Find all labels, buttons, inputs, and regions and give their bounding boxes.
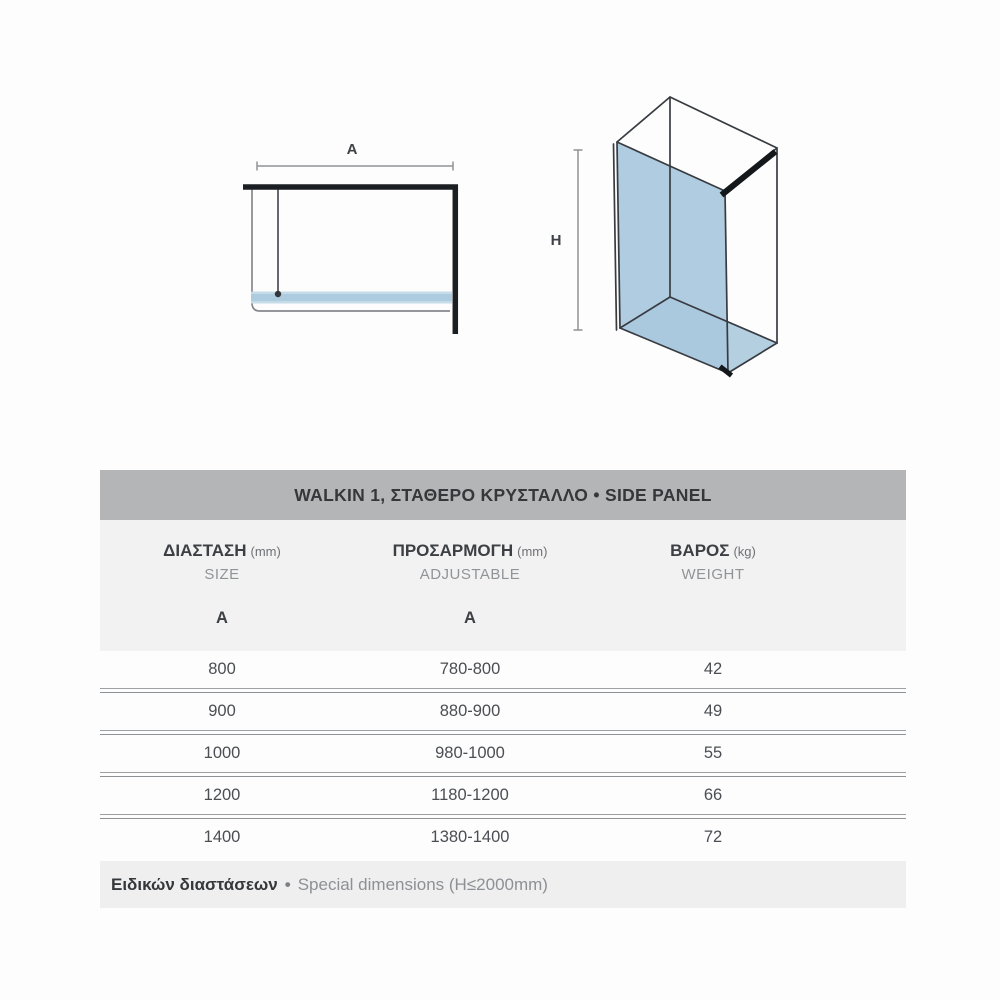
column-header-adjustable-greek: ΠΡΟΣΑΡΜΟΓΗ xyxy=(392,541,514,560)
cell-adjustable: 780-800 xyxy=(439,660,501,678)
column-header-size xyxy=(100,540,344,585)
table-row xyxy=(100,651,906,688)
plan-view-diagram xyxy=(230,128,490,360)
cell-adjustable: 1380-1400 xyxy=(430,828,510,846)
cell-weight: 49 xyxy=(703,702,723,720)
cell-weight: 42 xyxy=(703,660,723,678)
footnote-bullet: • xyxy=(284,874,291,894)
cell-adjustable: 880-900 xyxy=(439,702,501,720)
cell-size: 800 xyxy=(208,660,236,678)
height-dimension-label: H xyxy=(550,232,562,249)
table-body xyxy=(100,651,906,856)
table-row xyxy=(100,819,906,856)
support-bar-anchor-dot xyxy=(275,291,281,297)
footnote-english: Special dimensions (H≤2000mm) xyxy=(297,874,548,894)
cell-weight: 55 xyxy=(703,744,723,762)
table-header xyxy=(100,520,906,651)
cell-adjustable: 980-1000 xyxy=(435,744,505,762)
plan-dimension-label: A xyxy=(346,141,358,158)
cell-weight: 72 xyxy=(703,828,723,846)
column-header-weight xyxy=(596,540,830,585)
spec-table xyxy=(100,470,906,908)
footnote-greek: Ειδικών διαστάσεων xyxy=(111,874,278,894)
table-row xyxy=(100,693,906,730)
table-title: WALKIN 1, ΣΤΑΘΕΡΟ ΚΡΥΣΤΑΛΛΟ • SIDE PANEL xyxy=(100,470,906,520)
cell-weight: 66 xyxy=(703,786,723,804)
column-header-size-english: SIZE xyxy=(204,566,240,583)
column-header-size-greek: ΔΙΑΣΤΑΣΗ xyxy=(163,541,247,560)
cell-size: 1200 xyxy=(203,786,241,804)
table-row xyxy=(100,735,906,772)
subheader-size-a: A xyxy=(216,609,228,627)
iso-view-diagram xyxy=(540,80,810,400)
column-header-size-unit: (mm) xyxy=(250,544,281,559)
cell-adjustable: 1180-1200 xyxy=(431,786,509,804)
column-header-weight-greek: ΒΑΡΟΣ xyxy=(670,541,730,560)
cell-size: 1400 xyxy=(203,828,241,846)
plan-dimension-line xyxy=(257,162,453,171)
column-header-adjustable-unit: (mm) xyxy=(517,544,548,559)
cell-size: 900 xyxy=(208,702,236,720)
subheader-weight-blank xyxy=(596,609,830,633)
subheader-row xyxy=(100,609,906,633)
column-header-adjustable xyxy=(344,540,596,585)
table-row xyxy=(100,777,906,814)
support-bar-iso xyxy=(722,152,776,196)
glass-panel-plan xyxy=(251,292,452,304)
column-header-weight-english: WEIGHT xyxy=(681,566,745,583)
column-header-weight-unit: (kg) xyxy=(733,544,756,559)
cell-size: 1000 xyxy=(203,744,241,762)
glass-panel xyxy=(617,142,728,373)
column-header-adjustable-english: ADJUSTABLE xyxy=(419,566,521,583)
subheader-adjustable-a: A xyxy=(464,609,476,627)
height-dimension-line xyxy=(574,150,583,330)
table-footnote xyxy=(100,861,906,908)
